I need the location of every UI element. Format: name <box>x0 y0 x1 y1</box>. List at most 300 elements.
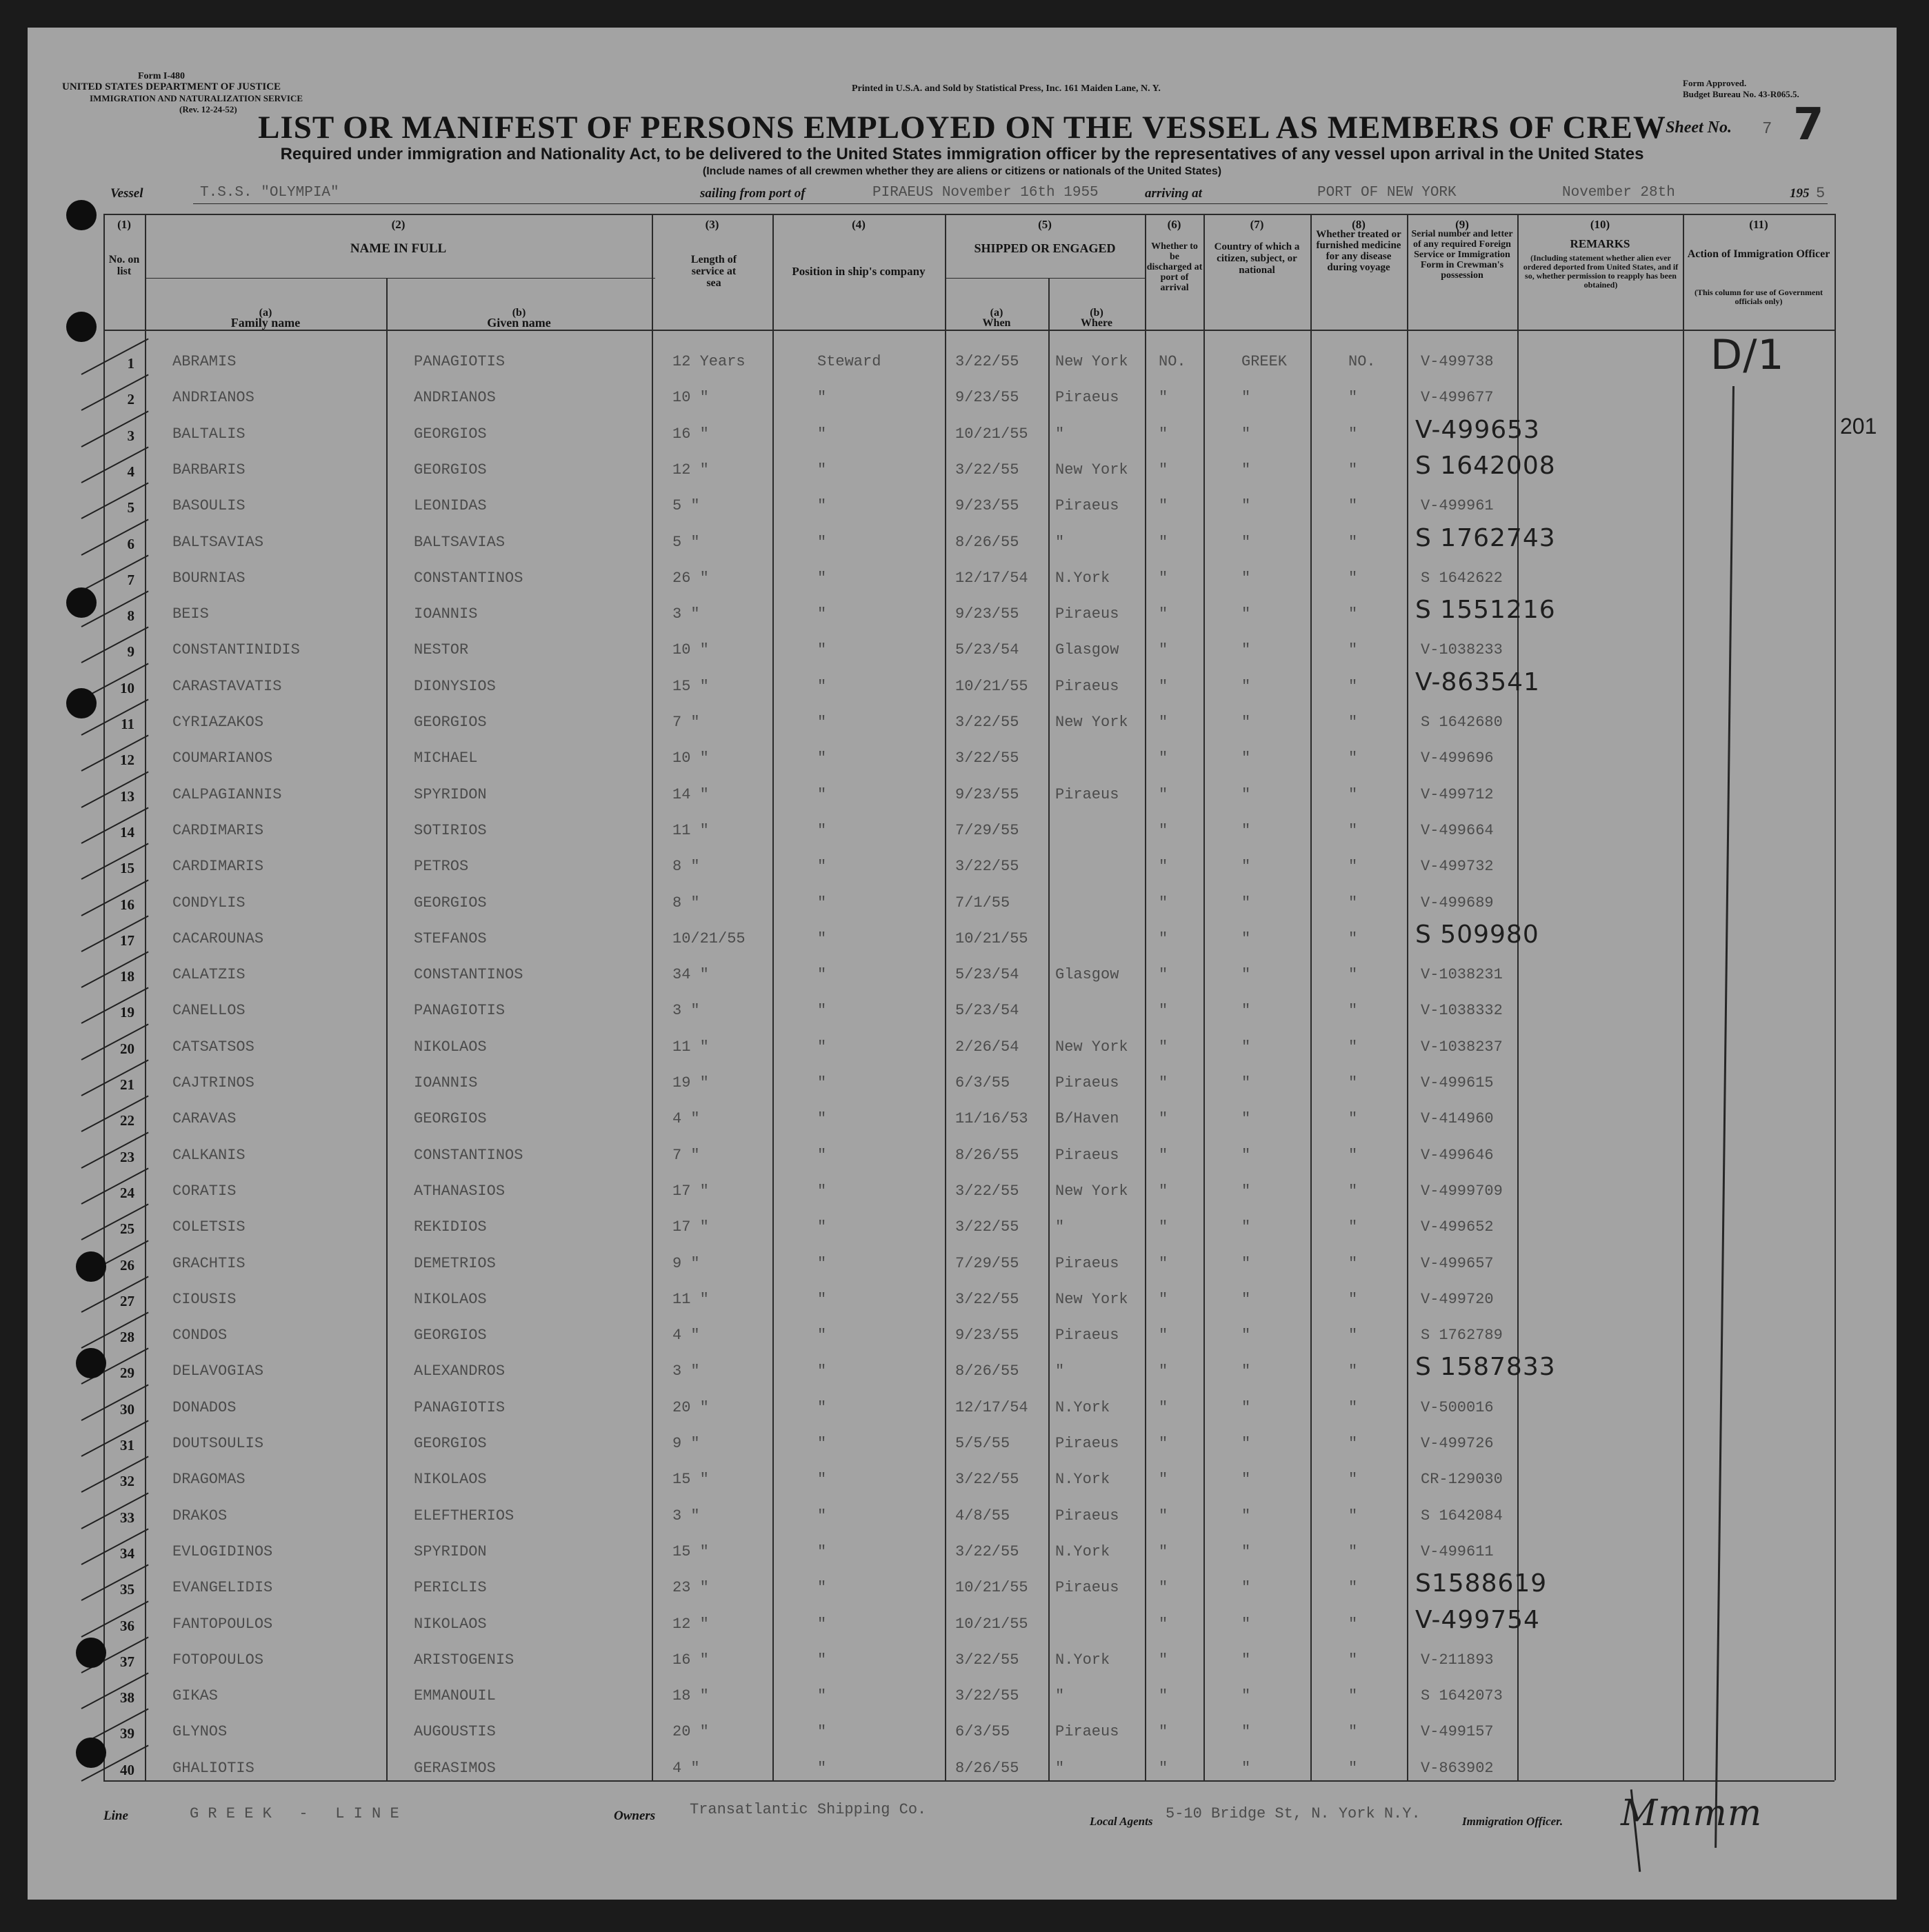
table-cell-medicine: " <box>1348 1002 1358 1020</box>
row-number: 17 <box>120 932 134 949</box>
table-cell-length: 10 " <box>672 749 709 767</box>
table-cell-discharge: " <box>1159 749 1168 767</box>
table-cell-given: ALEXANDROS <box>414 1362 506 1380</box>
header-divider <box>103 330 1835 331</box>
row-number: 29 <box>120 1365 134 1382</box>
row-number: 31 <box>120 1437 134 1453</box>
table-cell-country: " <box>1241 677 1251 695</box>
vessel-label: Vessel <box>110 186 143 201</box>
col-header-length: Length of service at sea <box>690 254 737 289</box>
row-number: 13 <box>120 787 134 805</box>
table-row <box>28 994 1897 1029</box>
table-cell-position: " <box>817 1435 827 1452</box>
table-cell-country: " <box>1241 1651 1251 1669</box>
row-number: 5 <box>127 499 134 516</box>
table-cell-medicine: " <box>1348 1218 1358 1236</box>
row-number: 34 <box>120 1544 134 1562</box>
table-cell-position: " <box>817 425 827 443</box>
col-header-when: When <box>982 317 1011 329</box>
table-cell-serial: V-499646 <box>1421 1146 1494 1164</box>
table-cell-position: " <box>817 1146 827 1164</box>
table-cell-medicine: " <box>1348 677 1358 695</box>
table-cell-medicine: " <box>1348 641 1358 659</box>
table-cell-country: " <box>1241 929 1251 947</box>
table-cell-where: Piraeus <box>1055 1723 1119 1741</box>
table-cell-family: BALTALIS <box>172 425 246 443</box>
row-number: 30 <box>120 1400 134 1418</box>
table-cell-position: " <box>817 641 827 659</box>
table-cell-discharge: " <box>1159 1038 1168 1056</box>
table-cell-country: " <box>1241 1542 1251 1560</box>
table-cell-serial-handwritten: V-499653 <box>1415 415 1540 444</box>
table-cell-discharge: " <box>1159 1687 1168 1705</box>
punch-hole <box>76 1638 106 1668</box>
immigration-officer-label: Immigration Officer. <box>1462 1815 1563 1828</box>
table-cell-medicine: " <box>1348 389 1358 407</box>
col-header-shipped: SHIPPED OR ENGAGED <box>974 241 1116 255</box>
table-cell-given: NESTOR <box>414 641 469 659</box>
table-cell-medicine: " <box>1348 1471 1358 1489</box>
table-cell-where: Glasgow <box>1055 966 1119 984</box>
punch-hole <box>76 1348 106 1378</box>
table-cell-given: LEONIDAS <box>414 497 487 515</box>
table-cell-when: 6/3/55 <box>955 1074 1010 1091</box>
table-cell-length: 15 " <box>672 677 709 695</box>
table-cell-given: SPYRIDON <box>414 785 487 803</box>
table-cell-position: " <box>817 1687 827 1705</box>
table-cell-when: 8/26/55 <box>955 533 1019 551</box>
table-cell-length: 12 Years <box>672 353 746 370</box>
table-row <box>28 1715 1897 1751</box>
table-cell-length: 12 " <box>672 461 709 479</box>
table-cell-family: GRACHTIS <box>172 1254 246 1272</box>
col-header-given-letter: (b) <box>512 307 526 319</box>
table-cell-medicine: " <box>1348 1759 1358 1777</box>
table-cell-when: 10/21/55 <box>955 1615 1028 1633</box>
table-cell-serial-handwritten: S 509980 <box>1415 920 1539 949</box>
table-cell-length: 3 " <box>672 605 700 623</box>
table-cell-medicine: " <box>1348 1723 1358 1741</box>
table-row <box>28 667 1897 705</box>
table-cell-where: New York <box>1055 353 1128 370</box>
punch-hole <box>76 1738 106 1768</box>
table-row <box>28 1030 1897 1066</box>
table-cell-when: 3/22/55 <box>955 1218 1019 1236</box>
table-cell-discharge: " <box>1159 1651 1168 1669</box>
table-row <box>28 1247 1897 1282</box>
table-cell-length: 4 " <box>672 1759 700 1777</box>
table-cell-country: " <box>1241 389 1251 407</box>
table-cell-position: " <box>817 1290 827 1308</box>
col-header-given: Given name <box>487 316 551 330</box>
table-cell-serial: V-499157 <box>1421 1723 1494 1741</box>
table-cell-given: GERASIMOS <box>414 1759 496 1777</box>
table-cell-where: B/Haven <box>1055 1110 1119 1128</box>
table-cell-when: 8/26/55 <box>955 1759 1019 1777</box>
table-cell-where: Piraeus <box>1055 497 1119 515</box>
table-cell-given: PERICLIS <box>414 1579 487 1597</box>
table-cell-family: BALTSAVIAS <box>172 533 264 551</box>
table-cell-medicine: " <box>1348 533 1358 551</box>
table-cell-given: ANDRIANOS <box>414 389 496 407</box>
table-cell-medicine: " <box>1348 1435 1358 1452</box>
table-cell-medicine: " <box>1348 1579 1358 1597</box>
table-cell-given: NIKOLAOS <box>414 1471 487 1489</box>
table-cell-position: " <box>817 1579 827 1597</box>
row-number: 18 <box>120 968 134 985</box>
row-number: 11 <box>121 716 134 732</box>
table-cell-given: IOANNIS <box>414 605 478 623</box>
shipped-subheader-line <box>945 278 1145 279</box>
table-row <box>28 597 1897 633</box>
table-cell-length: 4 " <box>672 1327 700 1345</box>
table-cell-country: " <box>1241 497 1251 515</box>
table-cell-discharge: " <box>1159 966 1168 984</box>
table-cell-position: " <box>817 1651 827 1669</box>
col-header-position: Position in ship's company <box>792 265 926 278</box>
table-cell-length: 3 " <box>672 1507 700 1525</box>
table-cell-where: New York <box>1055 1290 1128 1308</box>
table-cell-where: Piraeus <box>1055 605 1119 623</box>
table-cell-where: " <box>1055 1759 1065 1777</box>
table-cell-given: AUGOUSTIS <box>414 1723 496 1741</box>
table-cell-discharge: " <box>1159 929 1168 947</box>
table-cell-country: " <box>1241 1435 1251 1452</box>
table-cell-medicine: " <box>1348 1398 1358 1416</box>
table-row <box>28 1282 1897 1318</box>
table-cell-when: 7/29/55 <box>955 821 1019 839</box>
service-name: IMMIGRATION AND NATURALIZATION SERVICE <box>90 93 303 103</box>
col-num-5: (5) <box>1038 218 1052 231</box>
table-cell-family: GLYNOS <box>172 1723 228 1741</box>
table-cell-serial: V-1038332 <box>1421 1002 1503 1020</box>
col-header-serial: Serial number and letter of any required Foreign Service or Immigration Form in Crewman's possession <box>1411 229 1513 281</box>
table-cell-when: 3/22/55 <box>955 1290 1019 1308</box>
row-number: 16 <box>120 896 134 913</box>
table-cell-serial: V-414960 <box>1421 1110 1494 1128</box>
table-cell-serial: V-499961 <box>1421 497 1494 515</box>
table-cell-discharge: " <box>1159 1327 1168 1345</box>
table-cell-discharge: " <box>1159 1615 1168 1633</box>
table-cell-where: New York <box>1055 714 1128 731</box>
table-cell-family: BARBARIS <box>172 461 246 479</box>
col-header-family-letter: (a) <box>259 307 272 319</box>
table-cell-position: " <box>817 1327 827 1345</box>
table-row <box>28 1391 1897 1427</box>
table-cell-when: 3/22/55 <box>955 858 1019 876</box>
table-cell-serial-handwritten: S 1762743 <box>1415 523 1556 552</box>
table-cell-medicine: " <box>1348 461 1358 479</box>
row-number: 32 <box>120 1473 134 1490</box>
table-row <box>28 1210 1897 1246</box>
table-cell-length: 3 " <box>672 1002 700 1020</box>
col-header-family: Family name <box>230 316 301 330</box>
table-cell-serial: V-211893 <box>1421 1651 1494 1669</box>
table-cell-length: 20 " <box>672 1723 709 1741</box>
table-row <box>28 814 1897 849</box>
table-cell-family: DRAGOMAS <box>172 1471 246 1489</box>
table-cell-family: BASOULIS <box>172 497 246 515</box>
table-cell-family: CORATIS <box>172 1182 237 1200</box>
table-row <box>28 381 1897 416</box>
table-cell-medicine: " <box>1348 1687 1358 1705</box>
owners-label: Owners <box>614 1809 656 1823</box>
table-row <box>28 778 1897 814</box>
table-cell-discharge: " <box>1159 1435 1168 1452</box>
table-cell-serial: V-499677 <box>1421 389 1494 407</box>
table-cell-given: EMMANOUIL <box>414 1687 496 1705</box>
table-cell-given: GEORGIOS <box>414 1327 487 1345</box>
punch-hole <box>76 1251 106 1282</box>
table-cell-serial-handwritten: S 1642008 <box>1415 451 1556 480</box>
table-cell-given: NIKOLAOS <box>414 1290 487 1308</box>
table-cell-length: 5 " <box>672 533 700 551</box>
officer-signature: Mmmm <box>1621 1793 1763 1834</box>
row-number: 28 <box>120 1329 134 1346</box>
table-cell-country: " <box>1241 1002 1251 1020</box>
table-cell-length: 20 " <box>672 1398 709 1416</box>
table-cell-where: " <box>1055 533 1065 551</box>
table-cell-length: 17 " <box>672 1182 709 1200</box>
table-cell-family: CYRIAZAKOS <box>172 714 264 731</box>
table-cell-position: " <box>817 1507 827 1525</box>
table-cell-given: IOANNIS <box>414 1074 478 1091</box>
table-cell-given: PANAGIOTIS <box>414 1002 506 1020</box>
table-cell-given: GEORGIOS <box>414 1110 487 1128</box>
table-cell-medicine: " <box>1348 569 1358 587</box>
table-top-border <box>103 214 1835 215</box>
table-cell-discharge: " <box>1159 1146 1168 1164</box>
table-cell-country: " <box>1241 1398 1251 1416</box>
table-cell-when: 11/16/53 <box>955 1110 1028 1128</box>
table-cell-family: DRAKOS <box>172 1507 228 1525</box>
table-row <box>28 345 1897 381</box>
table-cell-length: 10 " <box>672 389 709 407</box>
table-cell-discharge: " <box>1159 641 1168 659</box>
table-cell-when: 10/21/55 <box>955 929 1028 947</box>
table-cell-length: 11 " <box>672 1290 709 1308</box>
table-cell-family: CONDOS <box>172 1327 228 1345</box>
table-cell-discharge: " <box>1159 1074 1168 1091</box>
table-cell-discharge: " <box>1159 1110 1168 1128</box>
table-cell-position: " <box>817 1615 827 1633</box>
form-number: Form I-480 <box>138 71 186 81</box>
table-cell-family: DONADOS <box>172 1398 237 1416</box>
table-cell-length: 5 " <box>672 497 700 515</box>
table-cell-serial: V-499611 <box>1421 1542 1494 1560</box>
table-cell-medicine: " <box>1348 714 1358 731</box>
table-cell-family: DELAVOGIAS <box>172 1362 264 1380</box>
table-cell-medicine: " <box>1348 1542 1358 1560</box>
col-header-when-letter: (a) <box>990 307 1003 319</box>
table-cell-serial: V-499738 <box>1421 353 1494 370</box>
col-num-4: (4) <box>852 218 866 231</box>
table-cell-position: " <box>817 1218 827 1236</box>
table-cell-discharge: " <box>1159 677 1168 695</box>
table-cell-medicine: " <box>1348 1651 1358 1669</box>
table-cell-position: " <box>817 533 827 551</box>
table-cell-serial: S 1762789 <box>1421 1327 1503 1345</box>
manifest-subtitle: Required under immigration and Nationality Act, to be delivered to the United States immigration officer by the representatives of any vessel upon arrival in the United States <box>280 145 1644 163</box>
table-cell-position: " <box>817 1074 827 1091</box>
table-cell-given: MICHAEL <box>414 749 478 767</box>
table-cell-length: 8 " <box>672 894 700 912</box>
table-cell-serial-handwritten: S 1587833 <box>1415 1353 1556 1382</box>
table-cell-medicine: " <box>1348 821 1358 839</box>
table-cell-country: " <box>1241 966 1251 984</box>
table-cell-serial-handwritten: V-499754 <box>1415 1605 1540 1634</box>
table-cell-when: 5/23/54 <box>955 1002 1019 1020</box>
table-cell-discharge: " <box>1159 1218 1168 1236</box>
table-cell-where: N.York <box>1055 1542 1110 1560</box>
table-cell-discharge: " <box>1159 1362 1168 1380</box>
table-cell-given: CONSTANTINOS <box>414 569 523 587</box>
table-cell-medicine: " <box>1348 1327 1358 1345</box>
table-row <box>28 1679 1897 1715</box>
table-cell-discharge: " <box>1159 1182 1168 1200</box>
table-cell-family: CALKANIS <box>172 1146 246 1164</box>
table-cell-position: " <box>817 1362 827 1380</box>
table-row <box>28 849 1897 885</box>
table-row <box>28 525 1897 561</box>
table-row <box>28 1354 1897 1390</box>
table-cell-given: CONSTANTINOS <box>414 966 523 984</box>
table-cell-country: " <box>1241 1182 1251 1200</box>
table-cell-discharge: " <box>1159 533 1168 551</box>
col-num-6: (6) <box>1167 218 1181 231</box>
table-cell-where: Piraeus <box>1055 389 1119 407</box>
table-cell-when: 3/22/55 <box>955 1182 1019 1200</box>
table-cell-position: " <box>817 821 827 839</box>
table-cell-country: " <box>1241 1362 1251 1380</box>
arrival-date: November 28th <box>1562 185 1675 201</box>
table-cell-country: " <box>1241 1471 1251 1489</box>
table-cell-given: BALTSAVIAS <box>414 533 506 551</box>
table-cell-given: DEMETRIOS <box>414 1254 496 1272</box>
table-cell-where: Piraeus <box>1055 1507 1119 1525</box>
table-row <box>28 1499 1897 1535</box>
table-cell-where: N.York <box>1055 1398 1110 1416</box>
table-cell-discharge: " <box>1159 1579 1168 1597</box>
table-cell-position: " <box>817 785 827 803</box>
row-number: 1 <box>127 355 134 372</box>
table-cell-family: CARDIMARIS <box>172 821 264 839</box>
table-cell-discharge: " <box>1159 714 1168 731</box>
table-row <box>28 1318 1897 1354</box>
include-note: (Include names of all crewmen whether they are aliens or citizens or nationals of the United States) <box>702 165 1222 177</box>
table-cell-serial: V-4999709 <box>1421 1182 1503 1200</box>
col-num-3: (3) <box>705 218 719 231</box>
table-row <box>28 1102 1897 1138</box>
table-cell-medicine: " <box>1348 785 1358 803</box>
table-cell-family: FOTOPOULOS <box>172 1651 264 1669</box>
col-num-11: (11) <box>1749 218 1768 231</box>
owners-value: Transatlantic Shipping Co. <box>690 1801 927 1818</box>
table-cell-when: 6/3/55 <box>955 1723 1010 1741</box>
row-number: 7 <box>127 571 134 588</box>
table-cell-serial: V-499732 <box>1421 858 1494 876</box>
table-cell-country: " <box>1241 461 1251 479</box>
table-cell-country: " <box>1241 1074 1251 1091</box>
manifest-title: LIST OR MANIFEST OF PERSONS EMPLOYED ON THE VESSEL AS MEMBERS OF CREW <box>258 110 1666 145</box>
table-row <box>28 1751 1897 1787</box>
table-cell-when: 8/26/55 <box>955 1362 1019 1380</box>
table-cell-discharge: " <box>1159 1254 1168 1272</box>
row-number: 19 <box>120 1004 134 1021</box>
table-cell-serial: V-1038237 <box>1421 1038 1503 1056</box>
row-number: 10 <box>120 679 134 696</box>
table-cell-family: CIOUSIS <box>172 1290 237 1308</box>
table-cell-discharge: " <box>1159 569 1168 587</box>
col-num-8: (8) <box>1352 218 1366 231</box>
table-cell-medicine: " <box>1348 425 1358 443</box>
table-cell-country: " <box>1241 641 1251 659</box>
table-cell-country: " <box>1241 821 1251 839</box>
table-cell-given: ELEFTHERIOS <box>414 1507 514 1525</box>
table-cell-discharge: " <box>1159 389 1168 407</box>
table-cell-medicine: " <box>1348 1362 1358 1380</box>
table-cell-when: 2/26/54 <box>955 1038 1019 1056</box>
table-cell-when: 5/5/55 <box>955 1435 1010 1452</box>
table-cell-given: REKIDIOS <box>414 1218 487 1236</box>
manifest-sheet <box>28 28 1897 1900</box>
arrival-year-prefix: 195 <box>1790 186 1810 201</box>
vessel-value: T.S.S. "OLYMPIA" <box>200 185 339 201</box>
table-cell-medicine: " <box>1348 894 1358 912</box>
table-cell-country: " <box>1241 749 1251 767</box>
table-cell-when: 3/22/55 <box>955 1542 1019 1560</box>
table-cell-family: CARAVAS <box>172 1110 237 1128</box>
table-cell-medicine: " <box>1348 1290 1358 1308</box>
sheet-number-typed: 7 <box>1762 120 1772 139</box>
col-num-9: (9) <box>1455 218 1469 231</box>
table-cell-family: CALATZIS <box>172 966 246 984</box>
table-cell-medicine: " <box>1348 749 1358 767</box>
row-number: 26 <box>120 1256 134 1274</box>
table-cell-medicine: " <box>1348 1074 1358 1091</box>
col-header-action: Action of Immigration Officer <box>1687 248 1830 260</box>
col-num-7: (7) <box>1250 218 1264 231</box>
punch-hole <box>66 688 97 718</box>
budget-bureau: Budget Bureau No. 43-R065.5. <box>1683 89 1799 99</box>
table-cell-medicine: " <box>1348 605 1358 623</box>
table-cell-discharge: " <box>1159 461 1168 479</box>
table-cell-position: " <box>817 1182 827 1200</box>
col-header-discharged: Whether to be discharged at port of arrival <box>1146 241 1203 293</box>
table-cell-country: " <box>1241 605 1251 623</box>
table-cell-discharge: " <box>1159 1759 1168 1777</box>
table-cell-serial-handwritten: V-863541 <box>1415 667 1540 696</box>
row-number: 9 <box>127 643 134 661</box>
table-cell-country: " <box>1241 1254 1251 1272</box>
table-cell-medicine: " <box>1348 1615 1358 1633</box>
col-header-country: Country of which a citizen, subject, or national <box>1214 241 1300 276</box>
sheet-label: Sheet No. <box>1666 119 1732 137</box>
table-cell-family: EVANGELIDIS <box>172 1579 273 1597</box>
line-value: G R E E K - L I N E <box>190 1805 399 1822</box>
arriving-value: PORT OF NEW YORK <box>1317 185 1457 201</box>
table-cell-length: 11 " <box>672 1038 709 1056</box>
table-cell-serial-handwritten: S1588619 <box>1415 1569 1548 1598</box>
table-cell-family: CONSTANTINIDIS <box>172 641 300 659</box>
table-cell-length: 12 " <box>672 1615 709 1633</box>
table-cell-when: 4/8/55 <box>955 1507 1010 1525</box>
table-cell-serial: S 1642073 <box>1421 1687 1503 1705</box>
table-cell-given: NIKOLAOS <box>414 1615 487 1633</box>
col-header-medicine: Whether treated or furnished medicine for any disease during voyage <box>1316 229 1401 273</box>
table-cell-discharge: " <box>1159 1002 1168 1020</box>
table-cell-family: ABRAMIS <box>172 353 237 370</box>
